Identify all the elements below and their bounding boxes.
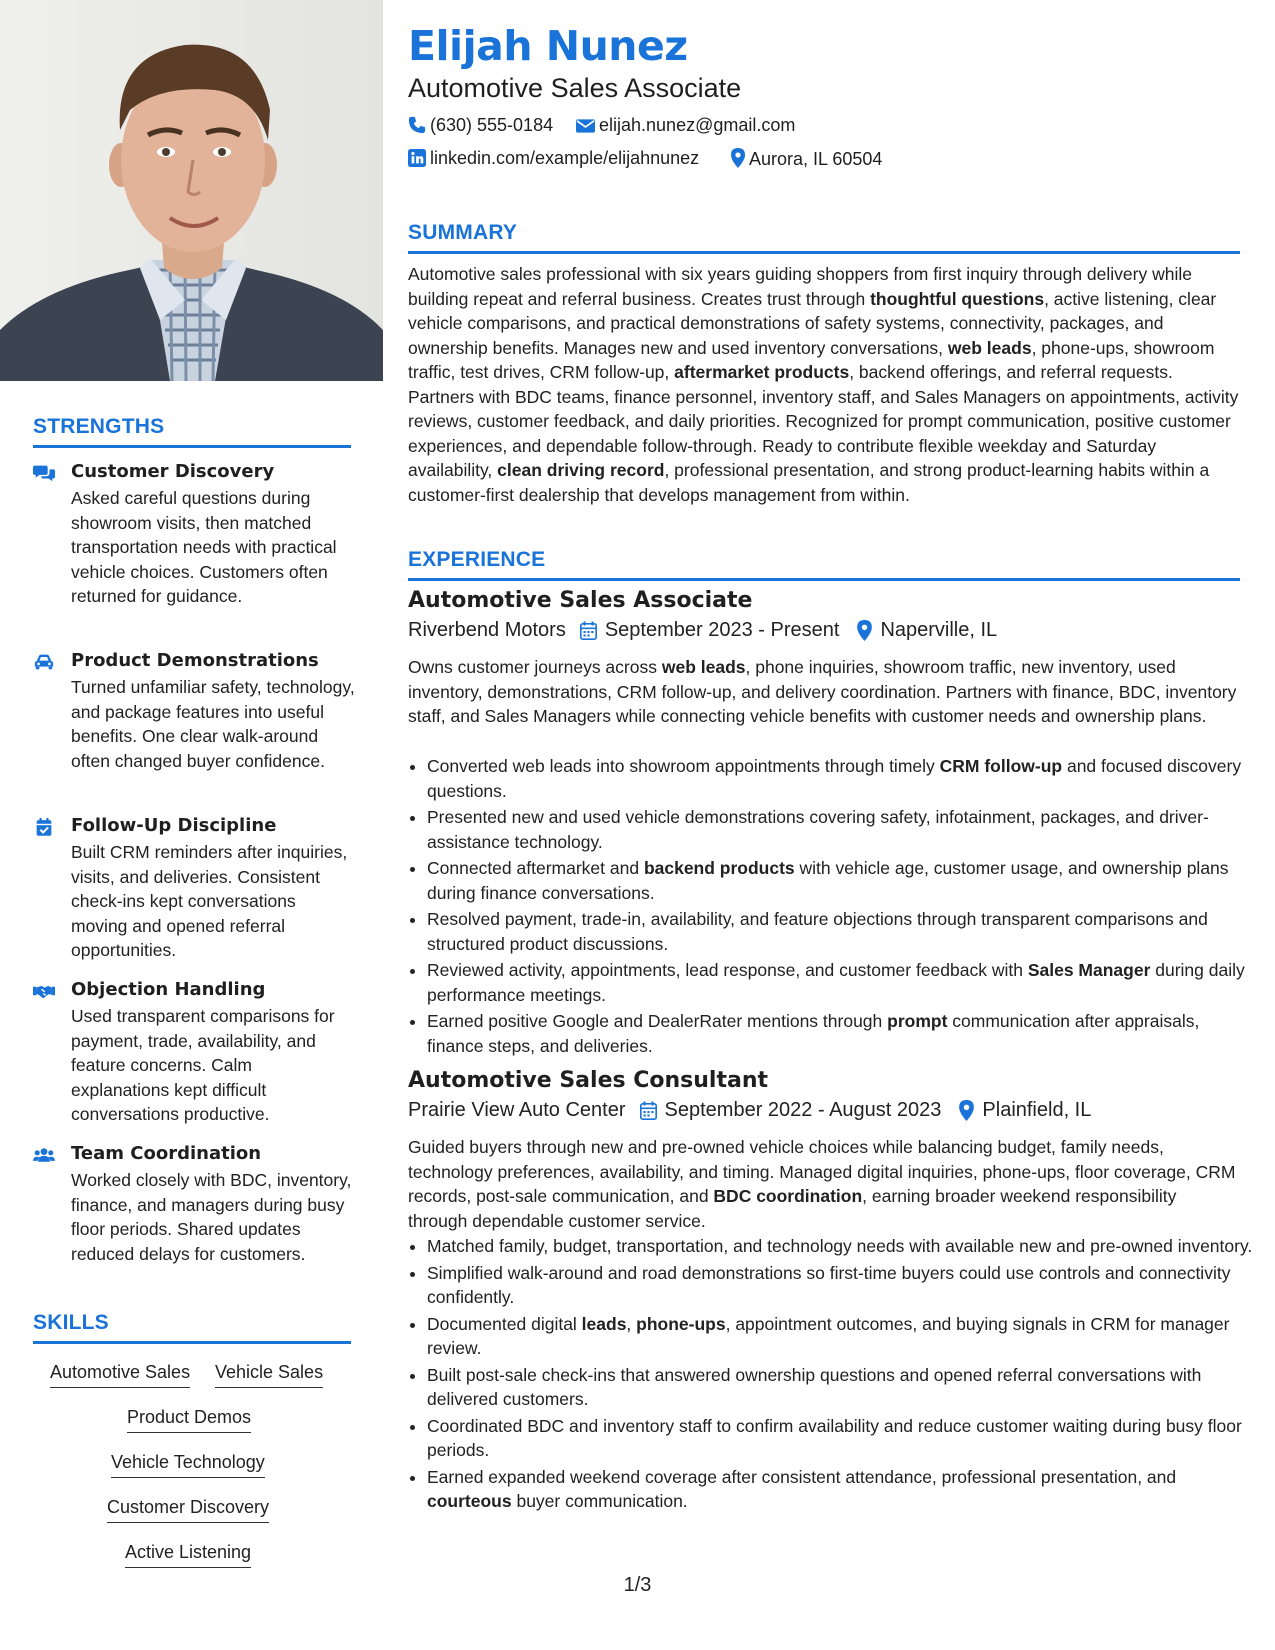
emphasis-text: CRM follow-up [939, 756, 1063, 776]
bullet-item [427, 1465, 1259, 1514]
bullet-item [427, 1009, 1259, 1058]
body-text: during daily performance meetings. [427, 960, 1245, 1005]
calendar-icon [580, 621, 597, 640]
bullet-item [427, 1363, 1259, 1412]
skill-tag: Product Demos [127, 1407, 251, 1433]
profile-photo [0, 0, 383, 381]
emphasis-text: Sales Manager [1027, 960, 1151, 980]
body-text: Presented new and used vehicle demonstrations covering safety, infotainment, packages, and driver-assistance technology. [427, 807, 1209, 852]
bullet-item [427, 958, 1259, 1007]
emphasis-text: leads [581, 1313, 627, 1334]
strength-description: Built CRM reminders after inquiries, visits, and deliveries. Consistent check-ins kept conversations moving and opened referral opportunities. [71, 842, 348, 960]
body-text: , [626, 1313, 637, 1334]
company-name: Prairie View Auto Center [408, 1099, 626, 1122]
candidate-name: Elijah Nunez [408, 22, 688, 70]
company-name: Riverbend Motors [408, 619, 566, 642]
location-text: Aurora, IL 60504 [749, 149, 883, 169]
body-text: Built post-sale check-ins that answered ownership questions and opened referral conversations with delivered customers. [427, 1364, 1202, 1409]
bullet-item [427, 1414, 1259, 1463]
job-bullets [408, 1234, 1259, 1516]
job-description [408, 655, 1240, 729]
summary-heading: SUMMARY [408, 221, 518, 244]
portrait-illustration [0, 0, 383, 381]
skills-heading: SKILLS [33, 1311, 109, 1334]
body-text: Simplified walk-around and road demonstrations so first-time buyers could use controls and connectivity confidently. [427, 1262, 1231, 1307]
job-meta [408, 619, 997, 642]
strength-title: Team Coordination [71, 1143, 262, 1164]
bullet-item [427, 754, 1259, 803]
body-text: Guided buyers through new and pre-owned vehicle choices while balancing budget, family needs, technology preferences, availability, and timing. Managed digital inquiries, phone-ups, floor coverage, CRM records, post-sale communication, and [408, 1137, 1236, 1206]
body-text: with vehicle age, customer usage, and ownership plans during finance conversations. [427, 858, 1229, 903]
location-contact [731, 148, 882, 170]
body-text: Resolved payment, trade-in, availability, and feature objections through transparent comparisons and structured product discussions. [427, 909, 1208, 954]
strength-title: Customer Discovery [71, 461, 275, 482]
experience-heading: EXPERIENCE [408, 548, 546, 571]
experience-divider [408, 578, 1240, 581]
bullet-item [427, 1312, 1259, 1361]
emphasis-text: prompt [887, 1011, 948, 1031]
strength-description: Used transparent comparisons for payment, trade, availability, and feature concerns. Calm explanations kept difficult conversations productive. [71, 1006, 335, 1124]
job-dates: September 2022 - August 2023 [664, 1099, 942, 1122]
map-pin-icon [857, 620, 872, 641]
body-text: Automotive sales professional with six years guiding shoppers from first inquiry through delivery while building repeat and referral business. Creates trust through [408, 264, 1192, 309]
emphasis-text: phone-ups [636, 1313, 726, 1334]
calendar-check-icon [33, 817, 55, 837]
email-contact[interactable] [576, 115, 795, 136]
body-text: , appointment outcomes, and buying signals in CRM for manager review. [427, 1313, 1230, 1358]
bullet-item [427, 805, 1259, 854]
strength-title: Objection Handling [71, 979, 266, 1000]
emphasis-text: web leads [947, 337, 1032, 358]
body-text: Documented digital [427, 1313, 582, 1334]
linkedin-contact[interactable] [408, 148, 699, 169]
job-description [408, 1135, 1240, 1233]
body-text: Converted web leads into showroom appointments through timely [427, 756, 940, 776]
body-text: , phone inquiries, showroom traffic, new inventory, used inventory, demonstrations, CRM follow-up, and delivery coordination. Partners with finance, BDC, inventory staff, and Sales Managers while connecting vehicle benefits with customer needs and ownership plans. [408, 657, 1237, 726]
body-text: , earning broader weekend responsibility through dependable customer service. [408, 1186, 1177, 1231]
job-bullets [408, 754, 1259, 1060]
body-text: Reviewed activity, appointments, lead response, and customer feedback with [427, 960, 1028, 980]
emphasis-text: BDC coordination [713, 1186, 863, 1206]
skill-tag: Customer Discovery [107, 1497, 269, 1523]
job-location: Naperville, IL [880, 619, 998, 642]
bullet-item [427, 907, 1259, 956]
body-text: , active listening, clear vehicle comparisons, and practical demonstrations of safety systems, connectivity, packages, and ownership benefits. Manages new and used inventory conversations, [408, 288, 1217, 358]
strength-title: Follow-Up Discipline [71, 815, 277, 836]
comments-icon [33, 463, 55, 483]
phone-icon [408, 116, 426, 134]
strengths-heading: STRENGTHS [33, 415, 165, 438]
skill-tag: Active Listening [125, 1542, 251, 1568]
body-text: , backend offerings, and referral requests. Partners with BDC teams, finance personnel, inventory staff, and Sales Managers on appointments, activity reviews, customer feedback, and daily priorities. Recognized for prompt communication, positive customer experiences, and dependable follow-through. Ready to contribute flexible weekday and Saturday availability, [408, 362, 1239, 480]
body-text: and focused discovery questions. [427, 756, 1242, 801]
body-text: Earned expanded weekend coverage after consistent attendance, professional presentation, and [427, 1466, 1177, 1487]
emphasis-text: backend products [643, 858, 795, 878]
body-text: Connected aftermarket and [427, 858, 644, 878]
bullet-item [427, 1261, 1259, 1310]
map-pin-icon [731, 148, 745, 168]
strength-description: Asked careful questions during showroom visits, then matched transportation needs with practical vehicle choices. Customers often returned for guidance. [71, 488, 337, 606]
strength-description: Turned unfamiliar safety, technology, and package features into useful benefits. One clear walk-around often changed buyer confidence. [71, 677, 355, 771]
sidebar [0, 0, 383, 1650]
body-text: communication after appraisals, finance steps, and deliveries. [427, 1011, 1200, 1056]
job-meta [408, 1099, 1091, 1122]
strength-description: Worked closely with BDC, inventory, finance, and managers during busy floor periods. Shared updates reduced delays for customers. [71, 1170, 352, 1264]
emphasis-text: clean driving record [497, 460, 665, 480]
body-text: Earned positive Google and DealerRater mentions through [427, 1011, 888, 1031]
summary-divider [408, 251, 1240, 254]
emphasis-text: courteous [427, 1491, 512, 1511]
car-icon [33, 652, 55, 672]
skills-divider [33, 1341, 351, 1344]
map-pin-icon [959, 1100, 974, 1121]
body-text: buyer communication. [511, 1491, 688, 1511]
job-location: Plainfield, IL [982, 1099, 1092, 1122]
body-text: Owns customer journeys across [408, 657, 662, 677]
emphasis-text: thoughtful questions [870, 288, 1045, 309]
phone-number: (630) 555-0184 [430, 115, 554, 135]
linkedin-url[interactable]: linkedin.com/example/elijahnunez [430, 148, 700, 168]
phone-contact [408, 115, 553, 136]
linkedin-icon [408, 149, 426, 167]
strength-title: Product Demonstrations [71, 650, 319, 671]
job-title: Automotive Sales Associate [408, 588, 753, 613]
body-text: Coordinated BDC and inventory staff to confirm availability and reduce customer waiting during busy floor periods. [427, 1415, 1242, 1460]
body-text: , phone-ups, showroom traffic, test drives, CRM follow-up, [408, 337, 1215, 382]
calendar-icon [640, 1101, 657, 1120]
summary-paragraph [408, 262, 1240, 507]
bullet-item [427, 1234, 1259, 1259]
job-title: Automotive Sales Consultant [408, 1068, 769, 1093]
email-address[interactable]: elijah.nunez@gmail.com [599, 115, 796, 135]
page-number: 1/3 [623, 1574, 652, 1596]
skill-tag: Vehicle Sales [215, 1362, 323, 1388]
bullet-item [427, 856, 1259, 905]
job-dates: September 2023 - Present [604, 619, 840, 642]
handshake-icon [33, 981, 55, 1001]
skill-tag: Automotive Sales [50, 1362, 190, 1388]
skill-tag: Vehicle Technology [111, 1452, 265, 1478]
emphasis-text: aftermarket products [674, 362, 850, 382]
envelope-icon [576, 118, 595, 134]
body-text: Matched family, budget, transportation, and technology needs with available new and pre-owned inventory. [427, 1236, 1253, 1256]
strengths-divider [33, 445, 351, 448]
candidate-title: Automotive Sales Associate [408, 73, 742, 103]
body-text: , professional presentation, and strong product-learning habits within a customer-first dealership that develops management from within. [408, 460, 1210, 505]
users-icon [33, 1145, 55, 1165]
emphasis-text: web leads [661, 657, 746, 677]
